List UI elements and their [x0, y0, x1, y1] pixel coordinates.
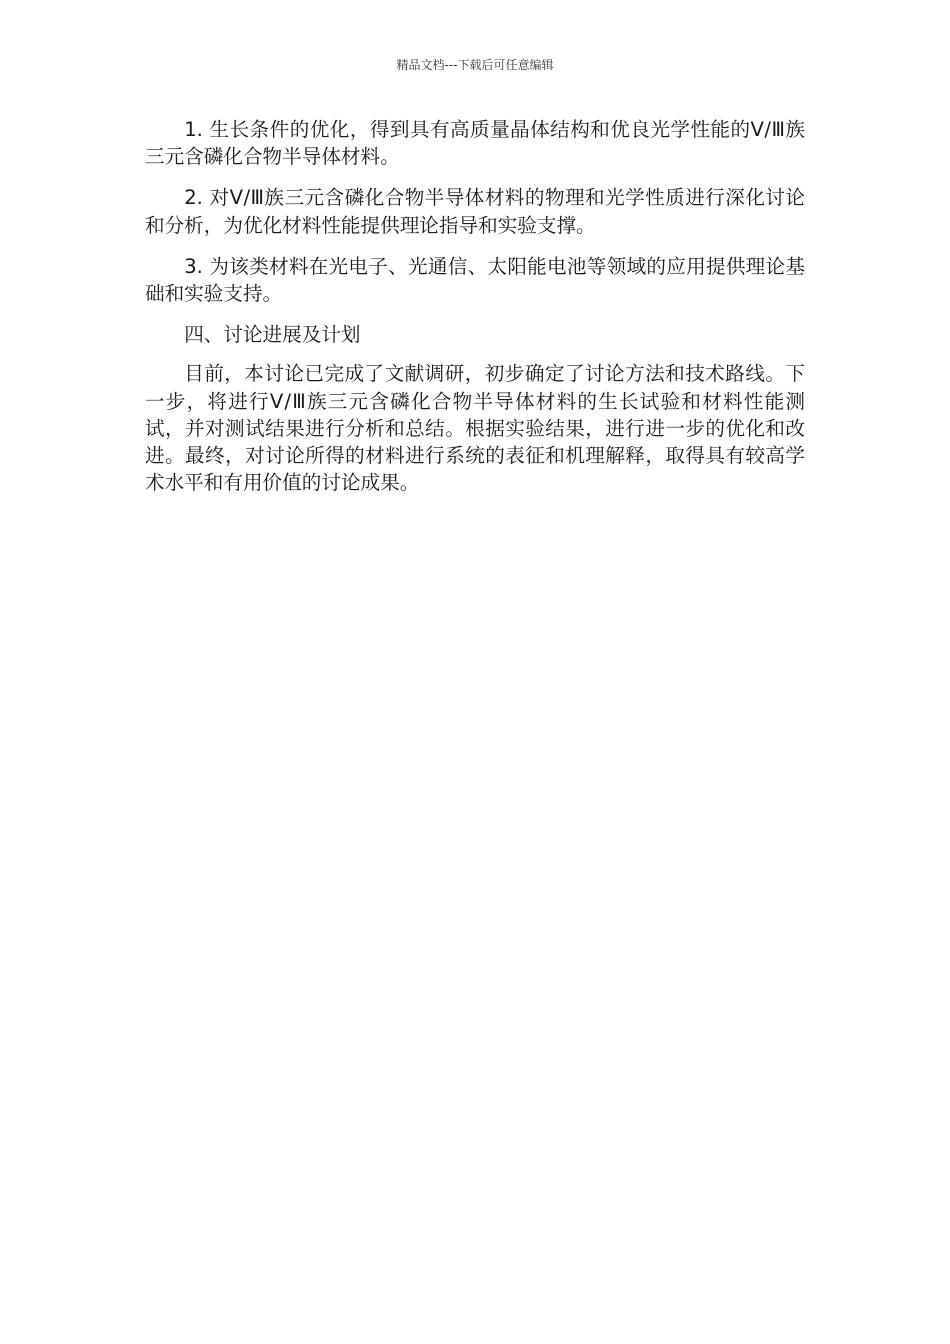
- list-item-goal-1: 1. 生长条件的优化，得到具有高质量晶体结构和优良光学性能的Ⅴ/Ⅲ族三元含磷化合物半导体材料。: [145, 118, 805, 169]
- section-heading-progress-plan: 四、讨论进展及计划: [184, 323, 361, 347]
- paragraph-progress-plan: 目前，本讨论已完成了文献调研，初步确定了讨论方法和技术路线。下一步，将进行Ⅴ/Ⅲ族三元含磷化合物半导体材料的生长试验和材料性能测试，并对测试结果进行分析和总结。根据实验结果，进行进一步的优化和改进。最终，对讨论所得的材料进行系统的表征和机理解释，取得具有较高学术水平和有用价值的讨论成果。: [145, 362, 805, 495]
- list-item-goal-2: 2. 对Ⅴ/Ⅲ族三元含磷化合物半导体材料的物理和光学性质进行深化讨论和分析，为优化材料性能提供理论指导和实验支撑。: [145, 186, 805, 237]
- page-header-watermark: 精品文档---下载后可任意编辑: [396, 58, 554, 72]
- list-item-goal-3: 3. 为该类材料在光电子、光通信、太阳能电池等领域的应用提供理论基础和实验支持。: [145, 254, 805, 306]
- document-body: [145, 116, 805, 510]
